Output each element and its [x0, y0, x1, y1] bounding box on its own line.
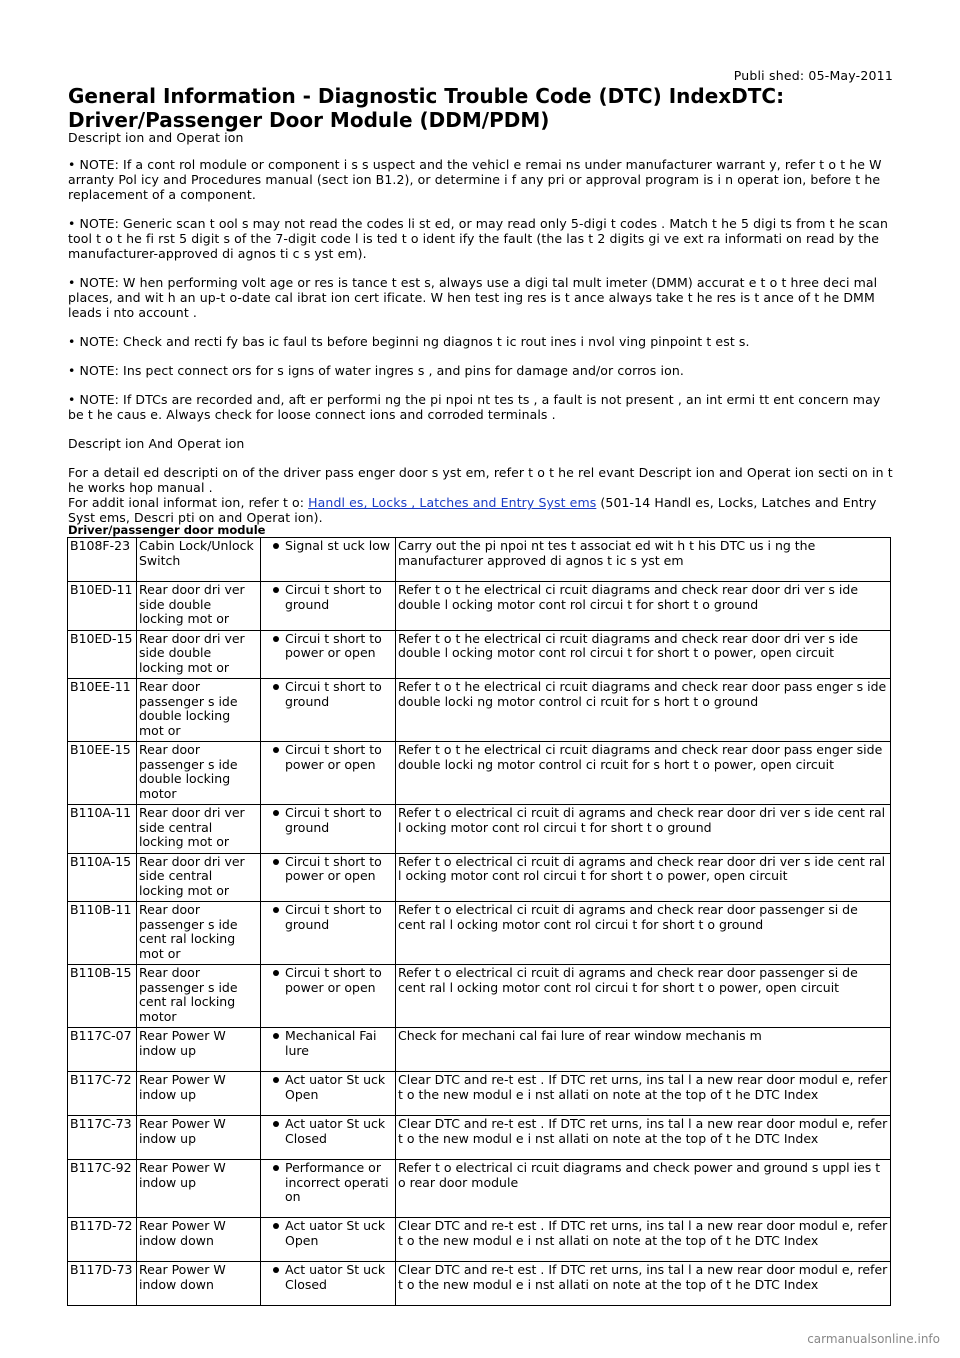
bullet-icon [273, 636, 279, 642]
dtc-code-cell: B110B-11 [68, 902, 137, 965]
dtc-action-cell: Clear DTC and re-t est . If DTC ret urns, ins tal l a new rear door modul e, refer t o the new modul e i nst allati on note at the top of t he DTC Index [396, 1116, 891, 1160]
bullet-icon [273, 684, 279, 690]
dtc-description-cell: Rear Power W indow up [137, 1116, 261, 1160]
paragraph-description [68, 465, 898, 525]
note-dmm: • NOTE: W hen performing volt age or res is tance t est s, always use a digi tal mult imeter (DMM) accurat e t o t hree deci mal places, and wit h an up-t o-date cal ibrat ion cert ificate. W hen test ing res is t ance always take t he res is t ance of t he DMM leads i nto account . [68, 275, 878, 320]
dtc-description-cell: Rear Power W indow up [137, 1160, 261, 1218]
note-basic-faults: • NOTE: Check and recti fy bas ic faul ts before beginni ng diagnos t ic rout ines i nvol ving pinpoint t est s. [68, 334, 750, 349]
bullet-icon [273, 747, 279, 753]
dtc-description-cell: Rear door dri ver side central locking mot or [137, 805, 261, 854]
bullet-icon [273, 1223, 279, 1229]
dtc-code-cell: B117C-72 [68, 1072, 137, 1116]
dtc-cause-cell [261, 1218, 396, 1262]
dtc-cause-cell [261, 1262, 396, 1306]
note-intermittent: • NOTE: If DTCs are recorded and, aft er performi ng the pi npoi nt tes ts , a fault is not present , an int ermi tt ent concern may be t he caus e. Always check for loose connect ions and corroded terminals . [68, 392, 881, 422]
dtc-cause-text: Circui t short to power or open [285, 630, 382, 660]
dtc-cause-text: Act uator St uck Open [285, 1218, 386, 1248]
table-row [68, 582, 891, 631]
dtc-code-cell: B10ED-15 [68, 630, 137, 679]
dtc-code-cell: B117D-73 [68, 1262, 137, 1306]
table-row [68, 965, 891, 1028]
table-row [68, 679, 891, 742]
dtc-description-cell: Rear door passenger s ide double locking motor [137, 742, 261, 805]
dtc-cause-cell [261, 1072, 396, 1116]
dtc-cause-cell [261, 1028, 396, 1072]
paragraph-description-text: For a detail ed descripti on of the driver pass enger door s yst em, refer t o t he rel evant Descript ion and Operat ion secti on in t he works hop manual . [68, 465, 893, 495]
dtc-table-body [68, 538, 891, 1306]
dtc-cause-text: Act uator St uck Closed [285, 1262, 386, 1292]
dtc-cause-text: Circui t short to power or open [285, 965, 382, 995]
title-line-1: General Information - Diagnostic Trouble Code (DTC) IndexDTC: [68, 84, 785, 108]
dtc-action-cell: Refer t o electrical ci rcuit di agrams and check rear door dri ver s ide cent ral l ocking motor cont rol circui t for short t o ground [396, 805, 891, 854]
dtc-action-cell: Refer t o electrical ci rcuit di agrams and check rear door passenger si de cent ral l ocking motor cont rol circui t for short t o ground [396, 902, 891, 965]
bullet-icon [273, 810, 279, 816]
dtc-action-cell: Refer t o t he electrical ci rcuit diagrams and check rear door pass enger side double locki ng motor control ci rcuit for s hort t o power, open circuit [396, 742, 891, 805]
dtc-action-cell: Carry out the pi npoi nt tes t associat ed wit h t his DTC us i ng the manufacturer approved di agnos t ic s yst em [396, 538, 891, 582]
dtc-cause-text: Circui t short to power or open [285, 853, 382, 883]
table-row [68, 1262, 891, 1306]
dtc-cause-text: Circui t short to ground [285, 679, 382, 709]
dtc-cause-cell [261, 679, 396, 742]
dtc-code-cell: B110B-15 [68, 965, 137, 1028]
dtc-cause-cell [261, 1116, 396, 1160]
dtc-code-cell: B108F-23 [68, 538, 137, 582]
body-text [68, 130, 898, 525]
note-scan-tools: • NOTE: Generic scan t ool s may not read the codes li st ed, or may read only 5-digi t codes . Match t he 5 digi ts from t he scan tool t o t he fi rst 5 digit s of the 7-digit code l is ted t o ident ify the fault (the las t 2 digits gi ve ext ra informati on read by the manufacturer-approved di agnos ti c s yst em). [68, 216, 888, 261]
bullet-icon [273, 1165, 279, 1171]
dtc-cause-text: Circui t short to ground [285, 902, 382, 932]
table-row [68, 538, 891, 582]
bullet-icon [273, 859, 279, 865]
table-row [68, 1028, 891, 1072]
dtc-description-cell: Rear door passenger s ide cent ral locking motor [137, 965, 261, 1028]
table-row [68, 1072, 891, 1116]
bullet-icon [273, 1121, 279, 1127]
bullet-icon [273, 1033, 279, 1039]
bullet-icon [273, 587, 279, 593]
dtc-action-cell: Refer t o electrical ci rcuit diagrams and check power and ground s uppl ies t o rear door module [396, 1160, 891, 1218]
dtc-description-cell: Cabin Lock/Unlock Switch [137, 538, 261, 582]
dtc-cause-text: Signal st uck low [285, 538, 391, 553]
table-row [68, 1218, 891, 1262]
dtc-action-cell: Clear DTC and re-t est . If DTC ret urns, ins tal l a new rear door modul e, refer t o the new modul e i nst allati on note at the top of t he DTC Index [396, 1072, 891, 1116]
dtc-table [67, 537, 891, 1306]
table-row [68, 902, 891, 965]
dtc-action-cell: Refer t o electrical ci rcuit di agrams and check rear door dri ver s ide cent ral l ocking motor cont rol circui t for short t o power, open circuit [396, 853, 891, 902]
dtc-action-cell: Refer t o t he electrical ci rcuit diagrams and check rear door pass enger s ide double locki ng motor control ci rcuit for s hort t o ground [396, 679, 891, 742]
dtc-code-cell: B117C-07 [68, 1028, 137, 1072]
section-heading-description-and-operation: Descript ion And Operat ion [68, 436, 245, 451]
dtc-action-cell: Clear DTC and re-t est . If DTC ret urns, ins tal l a new rear door modul e, refer t o the new modul e i nst allati on note at the top of t he DTC Index [396, 1262, 891, 1306]
dtc-description-cell: Rear Power W indow down [137, 1218, 261, 1262]
dtc-cause-text: Act uator St uck Open [285, 1072, 386, 1102]
dtc-code-cell: B10EE-11 [68, 679, 137, 742]
paragraph-reference-suffix: (501-14 Handl es, Locks, Latches and Entry Syst ems, Descri pti on and Operat ion). [68, 495, 877, 525]
dtc-action-cell: Refer t o electrical ci rcuit di agrams and check rear door passenger si de cent ral l ocking motor cont rol circui t for short t o power, open circuit [396, 965, 891, 1028]
dtc-action-cell: Refer t o t he electrical ci rcuit diagrams and check rear door dri ver s ide double l ocking motor cont rol circui t for short t o power, open circuit [396, 630, 891, 679]
dtc-code-cell: B117D-72 [68, 1218, 137, 1262]
dtc-code-cell: B110A-11 [68, 805, 137, 854]
dtc-description-cell: Rear door passenger s ide double locking mot or [137, 679, 261, 742]
bullet-icon [273, 970, 279, 976]
dtc-description-cell: Rear door dri ver side central locking mot or [137, 853, 261, 902]
dtc-cause-text: Performance or incorrect operati on [285, 1160, 389, 1204]
table-row [68, 1160, 891, 1218]
dtc-description-cell: Rear Power W indow down [137, 1262, 261, 1306]
dtc-cause-text: Circui t short to ground [285, 805, 382, 835]
dtc-cause-text: Circui t short to power or open [285, 742, 382, 772]
page-title [68, 84, 928, 132]
note-warranty: • NOTE: If a cont rol module or component i s s uspect and the vehicl e remai ns under manufacturer warrant y, refer t o t he W arranty Pol icy and Procedures manual (sect ion B1.2), or determine i f any pri or approval program is i n operat ion, before t he replacement of a component. [68, 157, 882, 202]
dtc-cause-text: Act uator St uck Closed [285, 1116, 386, 1146]
table-row [68, 853, 891, 902]
paragraph-reference-prefix: For addit ional informat ion, refer t o: [68, 495, 309, 510]
table-row [68, 1116, 891, 1160]
dtc-cause-cell [261, 630, 396, 679]
table-row [68, 742, 891, 805]
dtc-cause-cell [261, 902, 396, 965]
dtc-cause-cell [261, 1160, 396, 1218]
dtc-cause-cell [261, 965, 396, 1028]
dtc-action-cell: Refer t o t he electrical ci rcuit diagrams and check rear door dri ver s ide double l ocking motor cont rol circui t for short t o ground [396, 582, 891, 631]
title-line-2: Driver/Passenger Door Module (DDM/PDM) [68, 108, 550, 132]
dtc-cause-cell [261, 538, 396, 582]
dtc-description-cell: Rear door passenger s ide cent ral locking mot or [137, 902, 261, 965]
dtc-cause-text: Mechanical Fai lure [285, 1028, 377, 1058]
table-row [68, 630, 891, 679]
dtc-code-cell: B110A-15 [68, 853, 137, 902]
dtc-description-cell: Rear Power W indow up [137, 1028, 261, 1072]
dtc-cause-text: Circui t short to ground [285, 582, 382, 612]
bullet-icon [273, 1267, 279, 1273]
dtc-description-cell: Rear door dri ver side double locking mot or [137, 630, 261, 679]
dtc-description-cell: Rear door dri ver side double locking mot or [137, 582, 261, 631]
dtc-cause-cell [261, 742, 396, 805]
dtc-cause-cell [261, 582, 396, 631]
reference-link[interactable]: Handl es, Locks , Latches and Entry Syst ems [308, 495, 597, 510]
table-row [68, 805, 891, 854]
bullet-icon [273, 543, 279, 549]
dtc-cause-cell [261, 853, 396, 902]
section-heading-description: Descript ion and Operat ion [68, 130, 244, 145]
note-connectors: • NOTE: Ins pect connect ors for s igns of water ingres s , and pins for damage and/or corros ion. [68, 363, 684, 378]
dtc-code-cell: B117C-92 [68, 1160, 137, 1218]
bullet-icon [273, 1077, 279, 1083]
dtc-description-cell: Rear Power W indow up [137, 1072, 261, 1116]
table-caption: Driver/passenger door module [68, 523, 266, 537]
dtc-code-cell: B10ED-11 [68, 582, 137, 631]
published-date: Publi shed: 05-May-2011 [733, 68, 893, 83]
dtc-action-cell: Clear DTC and re-t est . If DTC ret urns, ins tal l a new rear door modul e, refer t o the new modul e i nst allati on note at the top of t he DTC Index [396, 1218, 891, 1262]
dtc-action-cell: Check for mechani cal fai lure of rear window mechanis m [396, 1028, 891, 1072]
dtc-cause-cell [261, 805, 396, 854]
dtc-code-cell: B10EE-15 [68, 742, 137, 805]
dtc-code-cell: B117C-73 [68, 1116, 137, 1160]
watermark-logo: carmanualsonline.info [807, 1332, 940, 1346]
bullet-icon [273, 907, 279, 913]
